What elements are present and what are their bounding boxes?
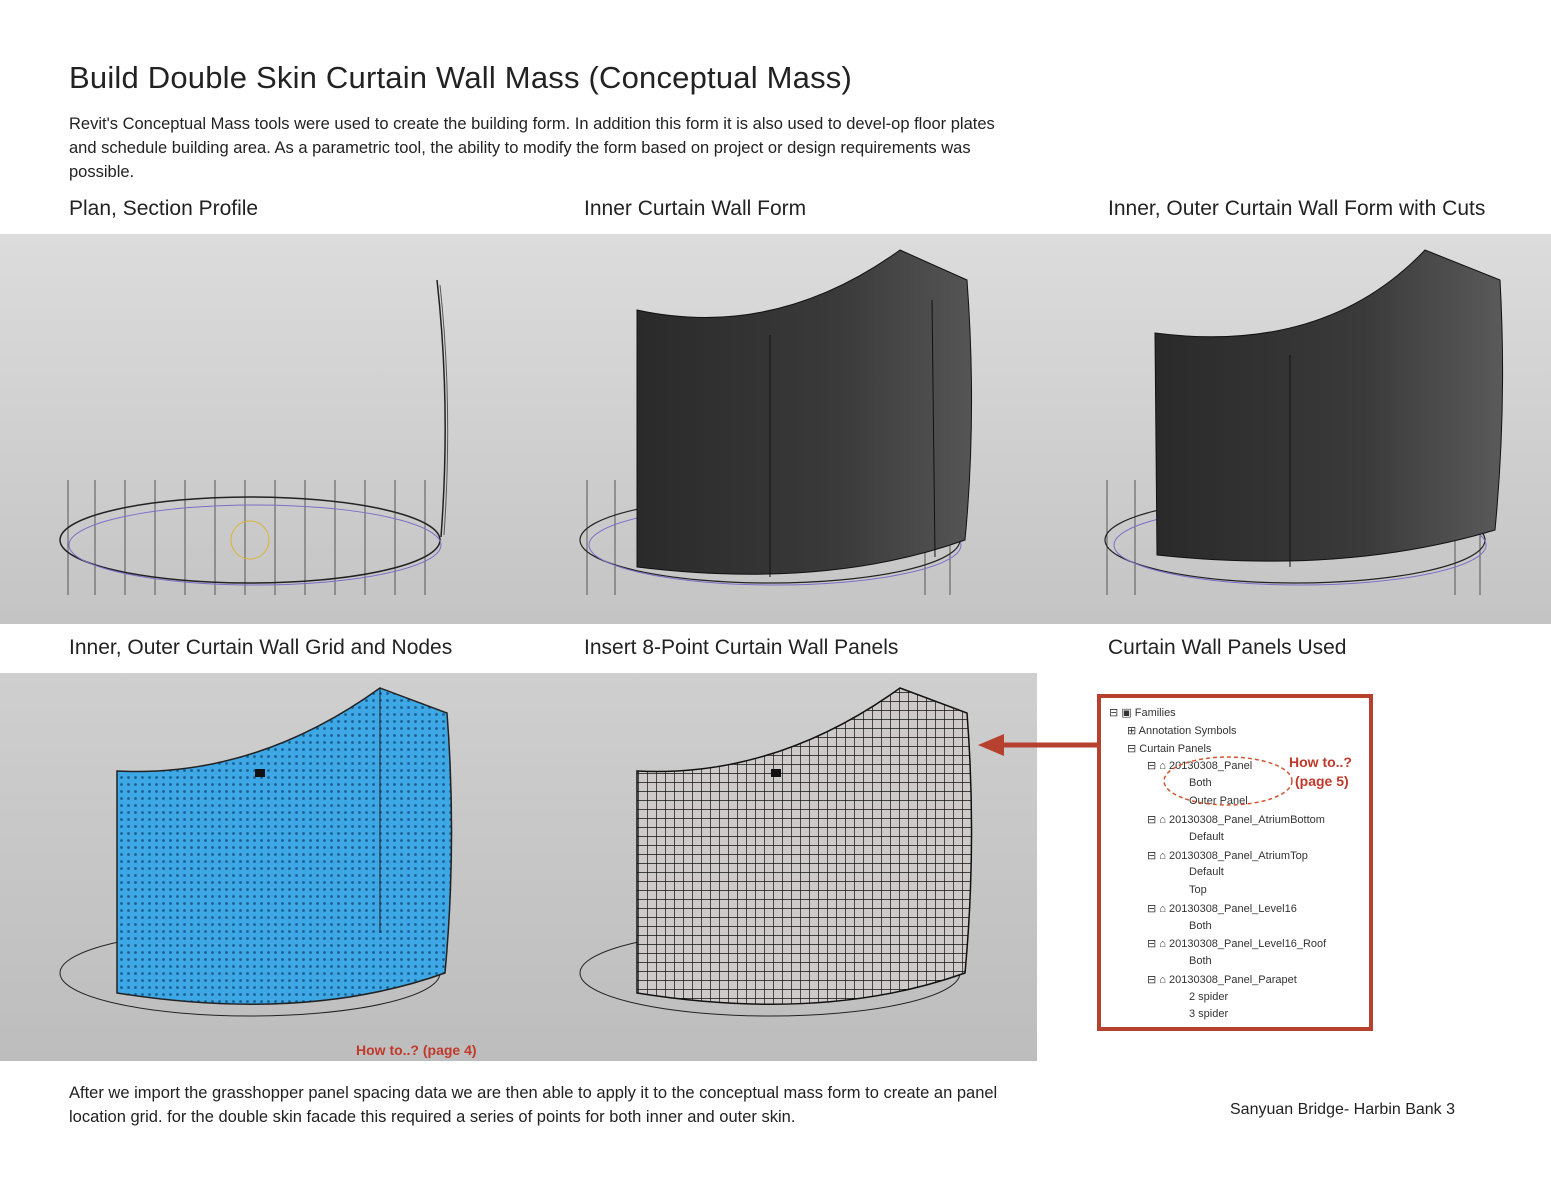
caption-grid-nodes: Inner, Outer Curtain Wall Grid and Nodes <box>69 636 453 659</box>
tree-type-item[interactable]: Both <box>1189 955 1212 967</box>
tree-family-item[interactable]: ⊟ ⌂ 20130308_Panel_Level16 <box>1147 903 1297 915</box>
highlight-ellipse <box>1161 753 1296 809</box>
tree-curtain-panels[interactable]: ⊟ Curtain Panels <box>1127 743 1212 755</box>
bottom-paragraph: After we import the grasshopper panel spacing data we are then able to apply it to the conceptual mass form to create an panel location grid. for the double skin facade this required a series of points for both inner and outer skin. <box>69 1084 998 1126</box>
caption-plan-section: Plan, Section Profile <box>69 197 259 220</box>
tree-annotation-symbols[interactable]: ⊞ Annotation Symbols <box>1127 725 1237 737</box>
grid-nodes-figure <box>55 683 475 1043</box>
tree-family-item[interactable]: ⊟ ⌂ 20130308_Panel_AtriumBottom <box>1147 814 1325 826</box>
tree-type-item[interactable]: Both <box>1189 920 1212 932</box>
page-footer: Sanyuan Bridge- Harbin Bank 3 <box>1230 1101 1456 1118</box>
caption-insert-panels: Insert 8-Point Curtain Wall Panels <box>584 636 899 659</box>
inserted-panels-figure <box>575 683 995 1043</box>
tree-family-item[interactable]: ⊟ ⌂ 20130308_Panel_Level16_Roof <box>1147 938 1327 950</box>
tree-type-item[interactable]: Outer Panel <box>1189 795 1248 807</box>
caption-inner-form: Inner Curtain Wall Form <box>584 197 807 220</box>
arrow-icon <box>978 734 1100 756</box>
families-tree-panel <box>1097 694 1373 1031</box>
caption-panels-used: Curtain Wall Panels Used <box>1108 636 1347 659</box>
tree-family-item[interactable]: ⊟ ⌂ 20130308_Panel_AtriumTop <box>1147 850 1308 862</box>
how-to-page5-link[interactable]: How to..? <box>1289 754 1352 770</box>
how-to-page4-link[interactable]: How to..? (page 4) <box>356 1042 477 1058</box>
how-to-page5-ref[interactable]: (page 5) <box>1295 773 1349 789</box>
inner-outer-cuts-figure <box>1095 245 1515 610</box>
tree-type-item[interactable]: Both <box>1189 777 1212 789</box>
page-title: Build Double Skin Curtain Wall Mass (Conceptual Mass) <box>69 60 853 95</box>
tree-type-item[interactable]: Default <box>1189 831 1224 843</box>
tree-family-item[interactable]: ⊟ ⌂ 20130308_Panel_Parapet <box>1147 974 1297 986</box>
inner-form-figure <box>575 245 985 610</box>
tree-type-item[interactable]: Top <box>1189 884 1207 896</box>
tree-family-item[interactable]: ⊟ ⌂ 20130308_Panel <box>1147 760 1253 772</box>
caption-inner-outer-cuts: Inner, Outer Curtain Wall Form with Cuts <box>1108 197 1486 220</box>
tree-type-item[interactable]: 3 spider <box>1189 1008 1229 1020</box>
intro-paragraph: Revit's Conceptual Mass tools were used to create the building form. In addition this form it is also used to devel-op floor plates and schedule building area. As a parametric tool, the ability to modify the form based on project or design requirements was possible. <box>69 115 995 181</box>
tree-root[interactable]: ⊟ ▣ Families <box>1109 707 1176 719</box>
tree-type-item[interactable]: Default <box>1189 866 1224 878</box>
plan-section-figure <box>55 275 465 605</box>
tree-type-item[interactable]: 2 spider <box>1189 991 1229 1003</box>
